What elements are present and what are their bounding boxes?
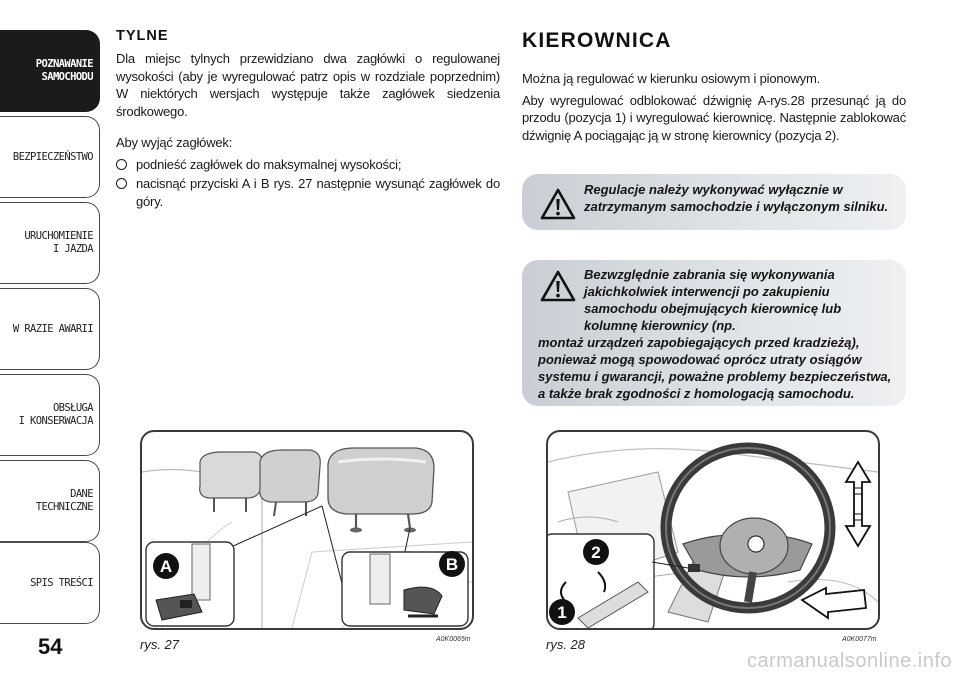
section-heading-tylne: TYLNE (116, 28, 169, 44)
tab-label: I KONSERWACJA (18, 415, 93, 427)
callout-label-a: A (159, 557, 173, 576)
figure-rear-headrests (140, 430, 474, 630)
warning-text: Regulacje należy wykonywać wyłącznie w zatrzymanym samochodzie i wyłączonym silniku. (584, 182, 889, 214)
figure-code: A0K0065m (436, 636, 471, 643)
warning-box (522, 260, 906, 406)
paragraph: Można ją regulować w kierunku osiowym i pionowym. (522, 71, 820, 86)
callout-label-b: B (445, 555, 459, 574)
watermark: carmanualsonline.info (746, 650, 952, 672)
callout-label-1: 1 (557, 603, 567, 622)
tab-obsluga-i-konserwacja[interactable] (0, 374, 100, 456)
paragraph: Aby wyregulować odblokować dźwignię A-rys.28 przesunąć ją do przodu (pozycja 1) i wyregulować kierownicę. Następnie zablokować dźwignię A pociągając ją w stronę kierownicy (pozycja 2). (522, 92, 906, 143)
warning-box (522, 174, 906, 230)
warning-triangle-icon (540, 188, 576, 220)
warning-text: Bezwzględnie zabrania się wykonywania jakichkolwiek interwencji po zakupieniu samochodu obejmujących kierownicę lub kolumnę kierownicy (np. (584, 267, 842, 333)
section-heading-kierownica: KIEROWNICA (522, 29, 672, 52)
tab-label: POZNAWANIE (35, 58, 93, 70)
figure-code: A0K0077m (842, 636, 877, 643)
right-column-text (522, 70, 906, 148)
bullet-circle-icon (116, 178, 127, 189)
paragraph: Aby wyjąć zagłówek: (116, 135, 233, 150)
tab-spis-tresci[interactable] (0, 542, 100, 624)
tab-label: SPIS TREŚCI (30, 576, 93, 589)
figure-caption: rys. 27 (140, 637, 180, 652)
tab-label: OBSŁUGA (52, 402, 93, 414)
left-column-text (116, 50, 500, 212)
bullet-list (116, 156, 500, 211)
page-number: 54 (38, 634, 63, 659)
tab-label: I JAZDA (52, 243, 93, 255)
callout-label-2: 2 (591, 543, 601, 562)
list-item-text: podnieść zagłówek do maksymalnej wysokości; (136, 156, 402, 172)
figure-caption: rys. 28 (546, 637, 586, 652)
tab-label: DANE (70, 488, 93, 500)
warning-triangle-icon (540, 270, 576, 302)
paragraph: Dla miejsc tylnych przewidziano dwa zagłówki o regulowanej wysokości (aby je wyregulować patrz opis w rozdziale poprzednim) W niektórych wersjach występuje także zagłówek siedzenia środkowego. (116, 51, 500, 119)
figure-steering-wheel (546, 430, 880, 630)
tab-bezpieczenstwo[interactable] (0, 116, 100, 198)
list-item-text: nacisnąć przyciski A i B rys. 27 następnie wysunąć zagłówek do góry. (136, 176, 500, 209)
tab-w-razie-awarii[interactable] (0, 288, 100, 370)
warning-text: montaż urządzeń zapobiegających przed kradzieżą), ponieważ mogą spowodować oprócz utraty osiągów systemu i gwarancji, poważne problemy bezpieczeństwa, a także brak zgodności z homologacją samochodu. (538, 335, 892, 401)
list-item (116, 175, 500, 210)
tab-label: SAMOCHODU (41, 71, 93, 83)
tab-uruchomienie-i-jazda[interactable] (0, 202, 100, 284)
list-item (116, 156, 500, 174)
tab-label: TECHNICZNE (35, 501, 93, 513)
tab-label: W RAZIE AWARII (12, 322, 93, 335)
tab-poznawanie-samochodu[interactable] (0, 30, 100, 112)
bullet-circle-icon (116, 159, 127, 170)
headrest-illustration (142, 432, 472, 628)
tab-dane-techniczne[interactable] (0, 460, 100, 542)
tab-label: BEZPIECZEŃSTWO (12, 150, 93, 163)
tab-label: URUCHOMIENIE (24, 230, 93, 242)
steering-wheel-illustration (548, 432, 878, 628)
